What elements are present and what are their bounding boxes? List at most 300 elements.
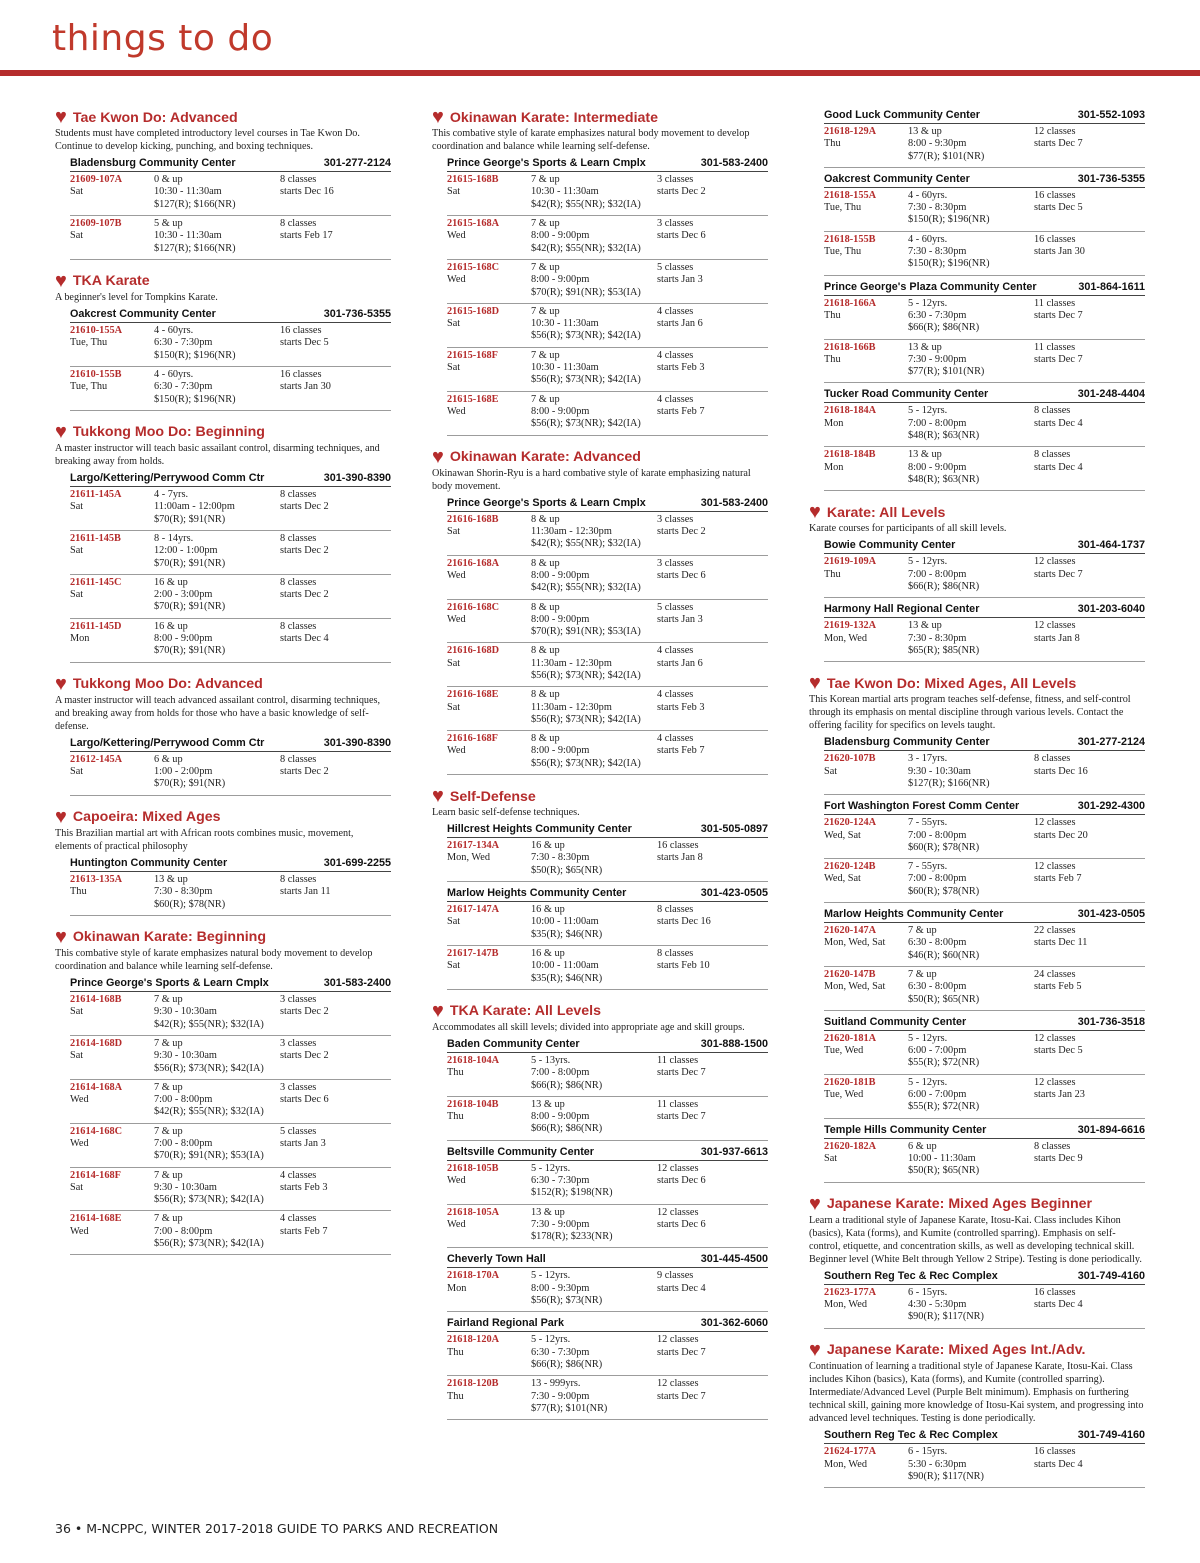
row-col-schedule: [657, 306, 768, 343]
class-row: [447, 1376, 768, 1420]
course-start: starts Dec 2: [280, 766, 329, 778]
course-fee: $127(R); $166(NR): [154, 242, 236, 254]
course-classes: 16 classes: [657, 840, 699, 852]
venue-block: [824, 387, 1145, 491]
row-col-details: [531, 174, 657, 211]
course-code: 21618-104A: [447, 1054, 500, 1066]
course-start: starts Dec 4: [1034, 1458, 1083, 1470]
course-time: 5:30 - 6:30pm: [908, 1458, 967, 1470]
section-description: Accommodates all skill levels; divided into appropriate age and skill groups.: [432, 1021, 745, 1033]
course-fee: $35(R); $46(NR): [531, 972, 603, 984]
course-time: 10:00 - 11:00am: [531, 916, 599, 928]
course-classes: 8 classes: [657, 904, 694, 916]
venue-block: [824, 799, 1145, 903]
venue-block: [824, 602, 1145, 662]
course-start: starts Dec 2: [280, 545, 329, 557]
course-classes: 3 classes: [657, 174, 694, 186]
course-days: Tue, Thu: [824, 246, 862, 258]
venue-phone: 301-277-2124: [1077, 736, 1145, 749]
class-row: [447, 902, 768, 946]
course-fee: $60(R); $78(NR): [154, 898, 226, 910]
class-row: [824, 554, 1145, 598]
course-classes: 12 classes: [657, 1334, 699, 1346]
row-col-schedule: [657, 948, 768, 985]
course-time: 11:30am - 12:30pm: [531, 526, 612, 538]
venue-name: Marlow Heights Community Center: [447, 887, 627, 900]
course-code: 21616-168F: [447, 733, 498, 745]
course-time: 6:30 - 8:00pm: [908, 981, 967, 993]
class-row: [447, 216, 768, 260]
course-fee: $60(R); $78(NR): [908, 841, 980, 853]
course-time: 11:30am - 12:30pm: [531, 701, 612, 713]
class-row: [447, 600, 768, 644]
venue-header: [447, 1145, 768, 1161]
section-title: [55, 925, 391, 948]
course-days: Sat: [70, 1050, 84, 1062]
course-classes: 4 classes: [657, 393, 694, 405]
venue-block: [447, 1037, 768, 1141]
row-col-schedule: [657, 1334, 768, 1371]
row-col-code: [447, 174, 531, 211]
row-col-code: [70, 621, 154, 658]
class-row: [447, 172, 768, 216]
section-description: This Korean martial arts program teaches self-defense, fitness, and self-control through its emphasis on mental discipline through various levels. Contact the offering facility for specifics on levels taught.: [809, 694, 1131, 732]
row-col-code: [70, 489, 154, 526]
course-fee: $70(R); $91(NR): [154, 557, 226, 569]
venue-name: Prince George's Sports & Learn Cmplx: [70, 977, 269, 990]
venue-header: [447, 1252, 768, 1268]
venue-header: [824, 1428, 1145, 1444]
course-start: starts Dec 7: [657, 1390, 706, 1402]
class-row: [824, 232, 1145, 276]
venue-block: [824, 1123, 1145, 1183]
row-col-code: [447, 948, 531, 985]
venue-block: [824, 1269, 1145, 1329]
course-code: 21615-168B: [447, 174, 499, 186]
section-description: Learn a traditional style of Japanese Karate, Itosu-Kai. Class includes Kihon (basics), Kata (forms), and Kumite (controlled sparring). Emphasis on self-control, etiquette, and concentration skills, as well as developing technical skill. Beginner level (White Belt through Yellow 2 Stripe). Testing is done periodically.: [809, 1214, 1142, 1265]
row-col-details: [908, 556, 1034, 593]
venue-block: [824, 1428, 1145, 1488]
venue-header: [824, 387, 1145, 403]
venue-block: [824, 172, 1145, 276]
course-time: 9:30 - 10:30am: [908, 765, 971, 777]
row-col-details: [531, 262, 657, 299]
heart-icon: ♥: [809, 1192, 821, 1215]
venue-name: Largo/Kettering/Perrywood Comm Ctr: [70, 472, 265, 485]
venue-phone: 301-423-0505: [700, 887, 768, 900]
class-row: [824, 967, 1145, 1011]
class-row: [70, 1168, 391, 1212]
section-description: A master instructor will teach advanced assailant control, disarming techniques, and breaking away from holds for those who have a basic knowledge of self-defense.: [55, 694, 381, 732]
course-fee: $56(R); $73(NR); $42(IA): [531, 669, 641, 681]
course-start: starts Dec 5: [1034, 202, 1083, 214]
course-fee: $70(R); $91(NR): [154, 645, 226, 657]
row-col-details: [154, 369, 280, 406]
course-time: 7:00 - 8:00pm: [908, 568, 967, 580]
class-row: [824, 447, 1145, 491]
course-days: Thu: [447, 1346, 464, 1358]
course-age: 16 & up: [154, 620, 188, 632]
course-code: 21617-134A: [447, 840, 500, 852]
course-start: starts Dec 4: [1034, 417, 1083, 429]
row-col-code: [447, 602, 531, 639]
venue-header: [447, 496, 768, 512]
venue-block: [447, 1252, 768, 1312]
row-col-schedule: [280, 489, 391, 526]
row-col-code: [824, 298, 908, 335]
course-code: 21614-168C: [70, 1125, 123, 1137]
course-code: 21618-155A: [824, 189, 877, 201]
course-start: starts Feb 3: [657, 362, 705, 374]
course-age: 4 - 60yrs.: [154, 368, 194, 380]
course-age: 13 & up: [908, 620, 942, 632]
section-title-text: Self-Defense: [449, 788, 536, 805]
program-section: [55, 925, 391, 1256]
class-row: [447, 304, 768, 348]
venue-name: Oakcrest Community Center: [824, 172, 970, 185]
class-row: [70, 992, 391, 1036]
course-time: 11:00am - 12:00pm: [154, 501, 235, 513]
course-days: Thu: [447, 1067, 464, 1079]
venue-block: [824, 538, 1145, 598]
class-row: [824, 1031, 1145, 1075]
course-age: 4 - 60yrs.: [908, 189, 948, 201]
row-col-details: [154, 325, 280, 362]
venue-phone: 301-423-0505: [1077, 908, 1145, 921]
course-classes: 3 classes: [657, 513, 694, 525]
row-col-code: [824, 342, 908, 379]
course-start: starts Jan 30: [280, 381, 331, 393]
row-col-code: [70, 1038, 154, 1075]
course-fee: $70(R); $91(NR): [154, 513, 226, 525]
course-fee: $66(R); $86(NR): [531, 1358, 603, 1370]
course-time: 9:30 - 10:30am: [154, 1050, 217, 1062]
course-classes: 8 classes: [1034, 449, 1071, 461]
course-start: starts Dec 4: [1034, 461, 1083, 473]
course-age: 8 & up: [531, 557, 560, 569]
course-fee: $46(R); $60(NR): [908, 949, 980, 961]
venue-block: [447, 1145, 768, 1249]
venue-phone: 301-552-1093: [1077, 109, 1145, 121]
section-title: [432, 445, 768, 468]
row-col-code: [447, 645, 531, 682]
row-col-code: [824, 1077, 908, 1114]
course-age: 7 & up: [908, 925, 937, 937]
course-start: starts Dec 7: [1034, 568, 1083, 580]
venue-name: Marlow Heights Community Center: [824, 908, 1004, 921]
row-col-code: [447, 306, 531, 343]
row-col-schedule: [280, 1082, 391, 1119]
venue-name: Prince George's Sports & Learn Cmplx: [447, 157, 646, 170]
row-col-details: [908, 298, 1034, 335]
section-title-text: TKA Karate: All Levels: [449, 1003, 601, 1020]
course-age: 7 & up: [531, 261, 560, 273]
course-code: 21611-145D: [70, 620, 122, 632]
course-code: 21618-184B: [824, 449, 876, 461]
course-fee: $150(R); $196(NR): [908, 214, 990, 226]
row-col-details: [908, 817, 1034, 854]
venue-name: Fort Washington Forest Comm Center: [824, 800, 1020, 813]
venue-name: Suitland Community Center: [824, 1015, 967, 1028]
course-start: starts Dec 7: [1034, 138, 1083, 150]
course-classes: 12 classes: [1034, 861, 1076, 873]
course-fee: $70(R); $91(NR); $53(IA): [531, 626, 641, 638]
course-age: 0 & up: [154, 174, 183, 186]
row-col-schedule: [657, 218, 768, 255]
header-rule: [0, 70, 1200, 76]
row-col-schedule: [280, 754, 391, 791]
row-col-details: [908, 620, 1034, 657]
venue-block: [447, 156, 768, 435]
course-age: 5 & up: [154, 218, 183, 230]
program-section: [809, 503, 1145, 662]
section-title: [55, 269, 391, 292]
course-age: 8 & up: [531, 689, 560, 701]
course-code: 21620-124B: [824, 861, 876, 873]
course-fee: $56(R); $73(NR); $42(IA): [154, 1238, 264, 1250]
row-col-schedule: [1034, 1141, 1145, 1178]
course-fee: $66(R); $86(NR): [908, 322, 980, 334]
row-col-schedule: [1034, 449, 1145, 486]
class-row: [447, 392, 768, 436]
course-fee: $42(R); $55(NR); $32(IA): [154, 1018, 264, 1030]
row-col-schedule: [657, 904, 768, 941]
course-fee: $150(R); $196(NR): [154, 349, 236, 361]
course-fee: $56(R); $73(NR); $42(IA): [154, 1194, 264, 1206]
class-row: [447, 556, 768, 600]
section-title-text: Okinawan Karate: Intermediate: [449, 109, 659, 126]
course-age: 7 & up: [531, 305, 560, 317]
row-col-details: [908, 1287, 1034, 1324]
venue-block: [70, 156, 391, 260]
course-start: starts Jan 30: [1034, 246, 1085, 258]
venue-phone: 301-390-8390: [323, 472, 391, 485]
venue-phone: 301-699-2255: [323, 856, 391, 869]
venue-name: Southern Reg Tec & Rec Complex: [824, 1429, 998, 1442]
venue-header: [70, 856, 391, 872]
row-col-schedule: [657, 1270, 768, 1307]
course-age: 7 & up: [154, 1125, 183, 1137]
course-time: 8:00 - 9:00pm: [531, 230, 590, 242]
row-col-details: [908, 1077, 1034, 1114]
course-code: 21620-182A: [824, 1140, 877, 1152]
section-title-text: Okinawan Karate: Beginning: [72, 929, 267, 946]
section-title: [432, 787, 768, 806]
course-start: starts Jan 3: [657, 613, 703, 625]
course-age: 5 - 12yrs.: [531, 1334, 571, 1346]
row-col-schedule: [280, 621, 391, 658]
course-start: starts Dec 5: [1034, 1045, 1083, 1057]
row-col-details: [531, 1163, 657, 1200]
course-days: Tue, Wed: [824, 1089, 864, 1101]
class-row: [70, 1036, 391, 1080]
section-description: A beginner's level for Tompkins Karate.: [55, 291, 218, 303]
course-time: 6:00 - 7:00pm: [908, 1089, 967, 1101]
course-code: 21616-168E: [447, 689, 499, 701]
course-classes: 3 classes: [657, 218, 694, 230]
course-classes: 3 classes: [657, 557, 694, 569]
course-classes: 8 classes: [280, 753, 317, 765]
course-time: 7:30 - 8:30pm: [908, 202, 967, 214]
class-row: [824, 1139, 1145, 1183]
venue-block: [70, 736, 391, 796]
course-fee: $66(R); $86(NR): [908, 580, 980, 592]
course-days: Wed, Sat: [824, 829, 861, 841]
venue-phone: 301-583-2400: [323, 977, 391, 990]
venue-header: [70, 976, 391, 992]
course-start: starts Jan 6: [657, 657, 703, 669]
course-classes: 12 classes: [1034, 1032, 1076, 1044]
row-col-code: [447, 350, 531, 387]
row-col-schedule: [1034, 556, 1145, 593]
heart-icon: ♥: [809, 672, 821, 695]
course-fee: $66(R); $86(NR): [531, 1079, 603, 1091]
course-code: 21614-168F: [70, 1169, 121, 1181]
row-col-details: [531, 1207, 657, 1244]
row-col-code: [824, 190, 908, 227]
course-start: starts Jan 8: [1034, 632, 1080, 644]
row-col-schedule: [1034, 620, 1145, 657]
course-age: 7 & up: [154, 1169, 183, 1181]
course-days: Sat: [447, 916, 461, 928]
row-col-details: [154, 994, 280, 1031]
venue-phone: 301-736-5355: [1077, 172, 1145, 185]
venue-name: Largo/Kettering/Perrywood Comm Ctr: [70, 736, 265, 749]
class-row: [70, 531, 391, 575]
course-days: Sat: [447, 362, 461, 374]
course-days: Mon: [824, 461, 844, 473]
course-code: 21614-168E: [70, 1213, 122, 1225]
class-row: [70, 619, 391, 663]
row-col-schedule: [657, 262, 768, 299]
section-title: [55, 108, 391, 127]
course-code: 21619-109A: [824, 556, 877, 568]
course-days: Wed: [447, 1175, 466, 1186]
course-fee: $66(R); $86(NR): [531, 1123, 603, 1135]
program-section: [432, 999, 768, 1420]
row-col-schedule: [1034, 126, 1145, 163]
course-age: 4 - 60yrs.: [154, 325, 194, 337]
course-days: Thu: [824, 138, 841, 150]
course-fee: $77(R); $101(NR): [531, 1402, 608, 1414]
row-col-code: [824, 1033, 908, 1070]
heart-icon: ♥: [55, 106, 67, 128]
course-code: 21614-168B: [70, 994, 122, 1006]
course-start: starts Dec 6: [657, 569, 706, 581]
course-age: 5 - 12yrs.: [908, 1032, 948, 1044]
course-fee: $56(R); $73(NR); $42(IA): [531, 418, 641, 430]
course-fee: $50(R); $65(NR): [531, 864, 603, 876]
venue-name: Prince George's Plaza Community Center: [824, 280, 1037, 293]
venue-header: [824, 1015, 1145, 1031]
row-col-schedule: [1034, 861, 1145, 898]
course-fee: $70(R); $91(NR); $53(IA): [531, 286, 641, 298]
course-code: 21615-168F: [447, 349, 498, 361]
section-title-text: Tae Kwon Do: Mixed Ages, All Levels: [826, 675, 1077, 692]
section-title-text: Tukkong Moo Do: Advanced: [72, 676, 263, 693]
course-time: 6:30 - 7:30pm: [154, 381, 213, 393]
course-code: 21617-147A: [447, 904, 500, 916]
row-col-code: [70, 754, 154, 791]
row-col-details: [531, 350, 657, 387]
course-code: 21620-124A: [824, 817, 877, 829]
venue-phone: 301-894-6616: [1077, 1123, 1145, 1136]
course-days: Thu: [824, 353, 841, 365]
course-days: Thu: [70, 886, 87, 898]
row-col-code: [447, 1055, 531, 1092]
course-days: Mon, Wed, Sat: [824, 981, 886, 993]
course-start: starts Dec 4: [280, 633, 329, 644]
section-title: [55, 805, 391, 828]
course-time: 10:00 - 11:00am: [531, 960, 599, 972]
section-description: Students must have completed introductory level courses in Tae Kwon Do. Continue to develop kicking, punching, and boxing techniques.: [55, 128, 360, 153]
course-classes: 11 classes: [1034, 341, 1076, 353]
course-time: 7:00 - 8:00pm: [531, 1067, 590, 1079]
course-classes: 8 classes: [280, 873, 317, 885]
course-fee: $42(R); $55(NR); $32(IA): [531, 242, 641, 254]
venue-phone: 301-445-4500: [700, 1253, 768, 1266]
course-classes: 4 classes: [280, 1213, 317, 1225]
course-start: starts Feb 3: [280, 1181, 328, 1193]
course-classes: 22 classes: [1034, 925, 1076, 937]
row-col-details: [154, 1170, 280, 1207]
heart-icon: ♥: [55, 925, 67, 948]
row-col-code: [447, 558, 531, 595]
venue-phone: 301-390-8390: [323, 736, 391, 749]
row-col-code: [70, 533, 154, 570]
venue-name: Bladensburg Community Center: [824, 736, 990, 749]
course-time: 8:00 - 9:00pm: [531, 405, 590, 417]
venue-block: [447, 822, 768, 882]
course-age: 8 & up: [531, 513, 560, 525]
course-code: 21616-168A: [447, 557, 500, 569]
row-col-code: [70, 874, 154, 911]
course-days: Sat: [447, 657, 461, 669]
course-classes: 12 classes: [657, 1162, 699, 1174]
course-start: starts Dec 16: [280, 186, 334, 198]
venue-header: [447, 156, 768, 172]
class-row: [447, 512, 768, 556]
course-days: Mon, Wed, Sat: [824, 937, 886, 949]
course-age: 7 & up: [154, 994, 183, 1006]
course-classes: 11 classes: [1034, 297, 1076, 309]
venue-phone: 301-937-6613: [700, 1145, 768, 1158]
course-age: 13 & up: [531, 1206, 565, 1218]
class-row: [70, 575, 391, 619]
course-fee: $48(R); $63(NR): [908, 430, 980, 442]
row-col-schedule: [657, 602, 768, 639]
row-col-code: [447, 1099, 531, 1136]
venue-name: Fairland Regional Park: [447, 1317, 564, 1330]
venue-phone: 301-888-1500: [700, 1037, 768, 1050]
row-col-details: [531, 218, 657, 255]
course-days: Wed, Sat: [824, 873, 861, 885]
course-age: 8 & up: [531, 733, 560, 745]
course-classes: 8 classes: [280, 489, 317, 501]
row-col-details: [908, 449, 1034, 486]
course-code: 21618-166B: [824, 341, 876, 353]
course-age: 7 & up: [531, 349, 560, 361]
course-code: 21619-132A: [824, 620, 877, 632]
venue-header: [447, 822, 768, 838]
row-col-code: [824, 234, 908, 271]
class-row: [824, 188, 1145, 232]
venue-phone: 301-505-0897: [700, 823, 768, 836]
course-classes: 5 classes: [657, 601, 694, 613]
row-col-details: [531, 1334, 657, 1371]
course-classes: 24 classes: [1034, 968, 1076, 980]
course-time: 8:00 - 9:30pm: [531, 1282, 590, 1294]
